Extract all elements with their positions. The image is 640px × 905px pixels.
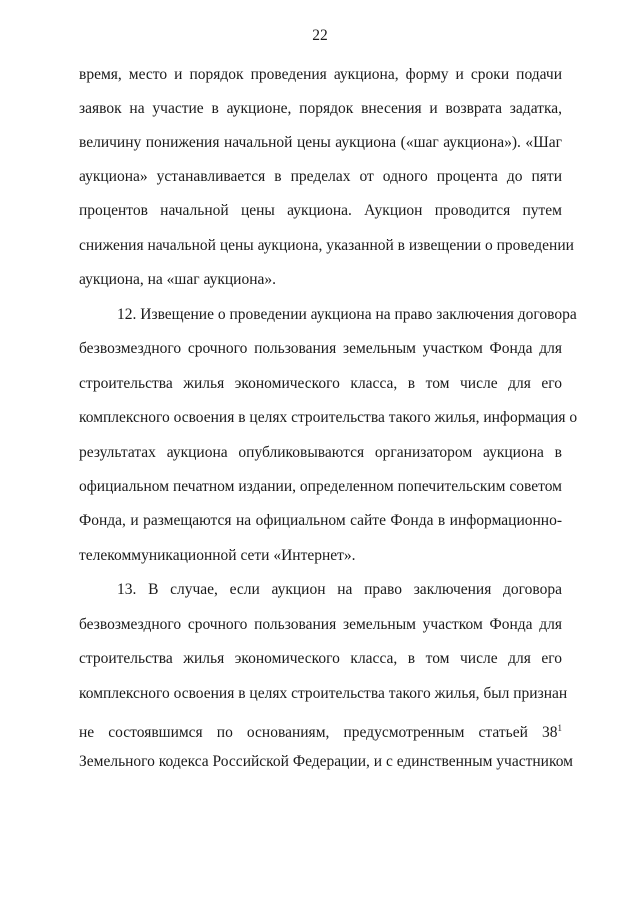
paragraph-13-line-4: комплексного освоения в целях строительства такого жилья, был признан [79, 685, 568, 702]
paragraph-13-line-5 [79, 719, 562, 742]
paragraph-12-line-3: строительства жилья экономического класса, в том числе для его [79, 375, 562, 392]
paragraph-13-line-2: безвозмездного срочного пользования земельным участком Фонда для [79, 616, 562, 633]
text-line-4: аукциона» устанавливается в пределах от одного процента до пяти [79, 168, 562, 185]
paragraph-12-line-8: телекоммуникационной сети «Интернет». [79, 547, 356, 564]
paragraph-12-line-6: официальном печатном издании, определенном попечительским советом [79, 478, 562, 495]
text-line-1: время, место и порядок проведения аукциона, форму и сроки подачи [79, 66, 562, 83]
text-line-2: заявок на участие в аукционе, порядок внесения и возврата задатка, [79, 100, 562, 117]
paragraph-13-line-5-text: не состоявшимся по основаниям, предусмотренным статьей 38 [79, 724, 558, 741]
paragraph-12-line-5: результатах аукциона опубликовываются организатором аукциона в [79, 444, 562, 461]
paragraph-12-line-1: 12. Извещение о проведении аукциона на право заключения договора [117, 306, 577, 323]
paragraph-13-line-1: 13. В случае, если аукцион на право заключения договора [117, 581, 562, 598]
paragraph-13-line-3: строительства жилья экономического класса, в том числе для его [79, 650, 562, 667]
article-superscript: 1 [557, 723, 562, 733]
paragraph-12-line-4: комплексного освоения в целях строительства такого жилья, информация о [79, 409, 578, 426]
paragraph-12-line-7: Фонда, и размещаются на официальном сайте Фонда в информационно- [79, 512, 562, 529]
text-line-5: процентов начальной цены аукциона. Аукцион проводится путем [79, 202, 562, 219]
text-line-6: снижения начальной цены аукциона, указанной в извещении о проведении [79, 237, 574, 254]
text-line-3: величину понижения начальной цены аукциона («шаг аукциона»). «Шаг [79, 134, 562, 151]
paragraph-12-line-2: безвозмездного срочного пользования земельным участком Фонда для [79, 340, 562, 357]
page-number: 22 [312, 27, 328, 44]
paragraph-13-line-6: Земельного кодекса Российской Федерации, и с единственным участником [79, 753, 573, 770]
text-line-7: аукциона, на «шаг аукциона». [79, 271, 276, 288]
